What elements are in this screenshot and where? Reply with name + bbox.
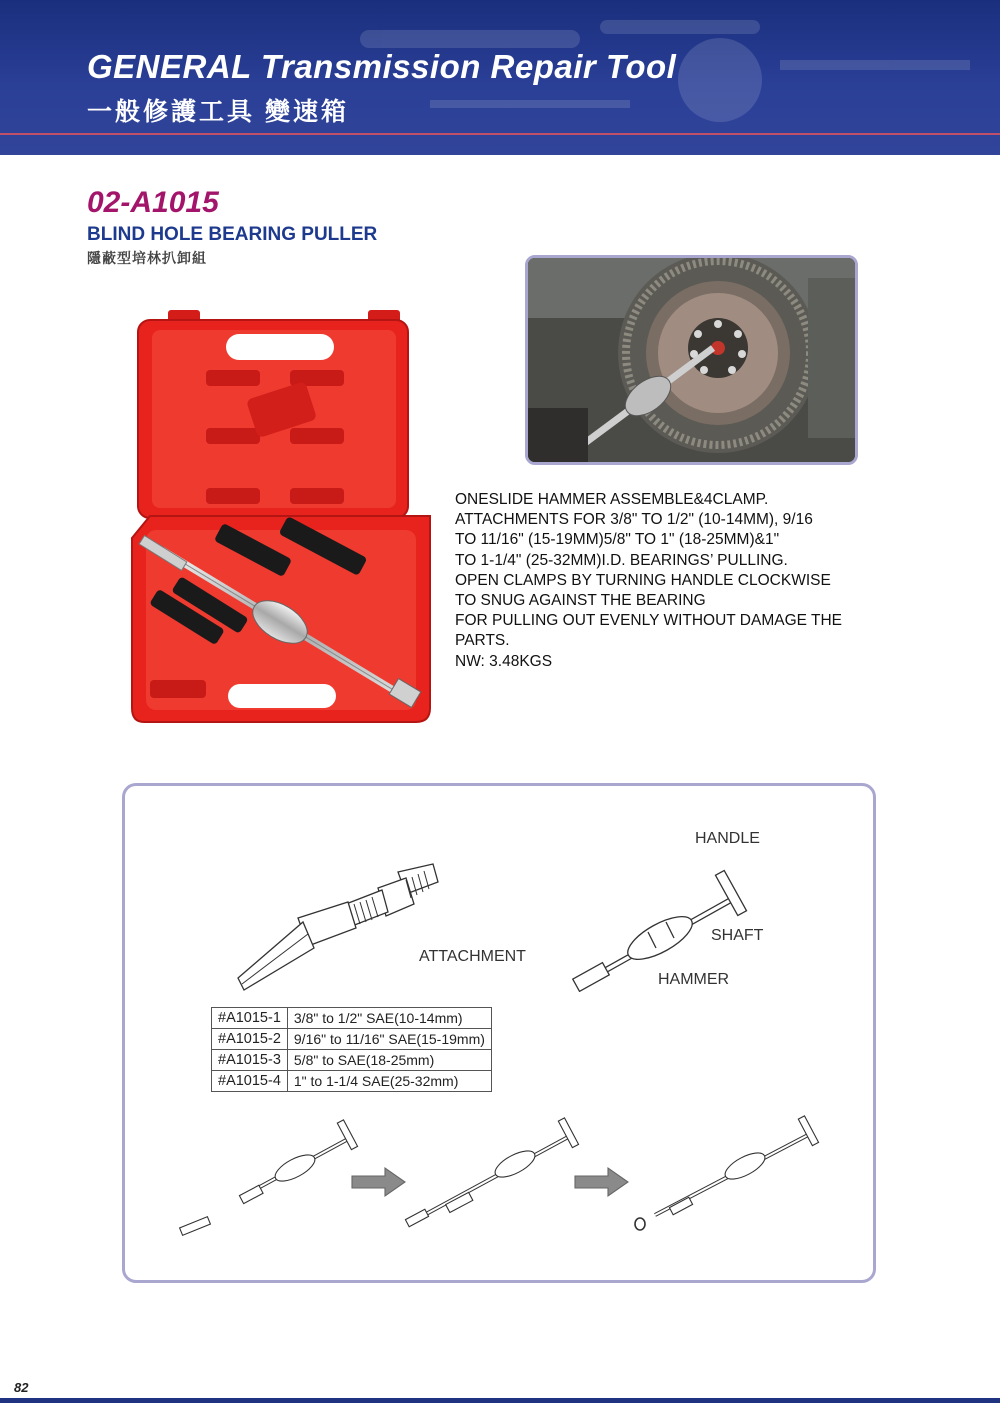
product-name: BLIND HOLE BEARING PULLER (87, 224, 378, 245)
description-line: NW: 3.48KGS (455, 652, 553, 670)
footer-bar (0, 1398, 1000, 1403)
usage-photo (525, 255, 858, 465)
usage-steps-drawing (170, 1110, 830, 1240)
part-number: #A1015-2 (212, 1029, 288, 1050)
part-size: 5/8" to SAE(18-25mm) (287, 1050, 491, 1071)
usage-photo-image (528, 258, 858, 465)
part-size: 9/16" to 11/16" SAE(15-19mm) (287, 1029, 491, 1050)
part-number: #A1015-1 (212, 1008, 288, 1029)
description-line: OPEN CLAMPS BY TURNING HANDLE CLOCKWISE (455, 571, 831, 589)
table-row (212, 1050, 492, 1071)
description-line: FOR PULLING OUT EVENLY WITHOUT DAMAGE THE (455, 612, 842, 630)
page-header (0, 0, 1000, 155)
part-size: 1" to 1-1/4 SAE(25-32mm) (287, 1071, 491, 1092)
part-number: #A1015-3 (212, 1050, 288, 1071)
header-accent-line (0, 133, 1000, 135)
page-number: 82 (14, 1380, 29, 1395)
label-hammer: HAMMER (658, 971, 730, 988)
product-code: 02-A1015 (87, 186, 219, 219)
product-description (455, 490, 895, 672)
header-title: GENERAL Transmission Repair Tool (87, 48, 677, 85)
label-attachment: ATTACHMENT (419, 948, 526, 965)
table-row (212, 1071, 492, 1092)
table-row (212, 1029, 492, 1050)
attachment-spec-table (211, 1007, 492, 1092)
attachment-drawing (228, 860, 443, 995)
part-size: 3/8" to 1/2" SAE(10-14mm) (287, 1008, 491, 1029)
description-line: ONESLIDE HAMMER ASSEMBLE&4CLAMP. (455, 491, 769, 508)
table-row (212, 1008, 492, 1029)
description-line: TO 1-1/4" (25-32MM)I.D. BEARINGS’ PULLING. (455, 551, 788, 569)
product-name-cn: 隱蔽型培林扒卸組 (87, 250, 207, 266)
description-line: TO 11/16" (15-19MM)5/8" TO 1" (18-25MM)&1" (455, 531, 780, 549)
description-line: PARTS. (455, 632, 510, 650)
label-shaft: SHAFT (711, 927, 764, 944)
part-number: #A1015-4 (212, 1071, 288, 1092)
description-line: TO SNUG AGAINST THE BEARING (455, 592, 706, 610)
label-handle: HANDLE (695, 830, 760, 847)
header-subtitle: 一般修護工具 變速箱 (87, 98, 349, 126)
description-line: ATTACHMENTS FOR 3/8" TO 1/2" (10-14MM), 9/16 (455, 511, 813, 529)
product-case-image (130, 308, 435, 728)
